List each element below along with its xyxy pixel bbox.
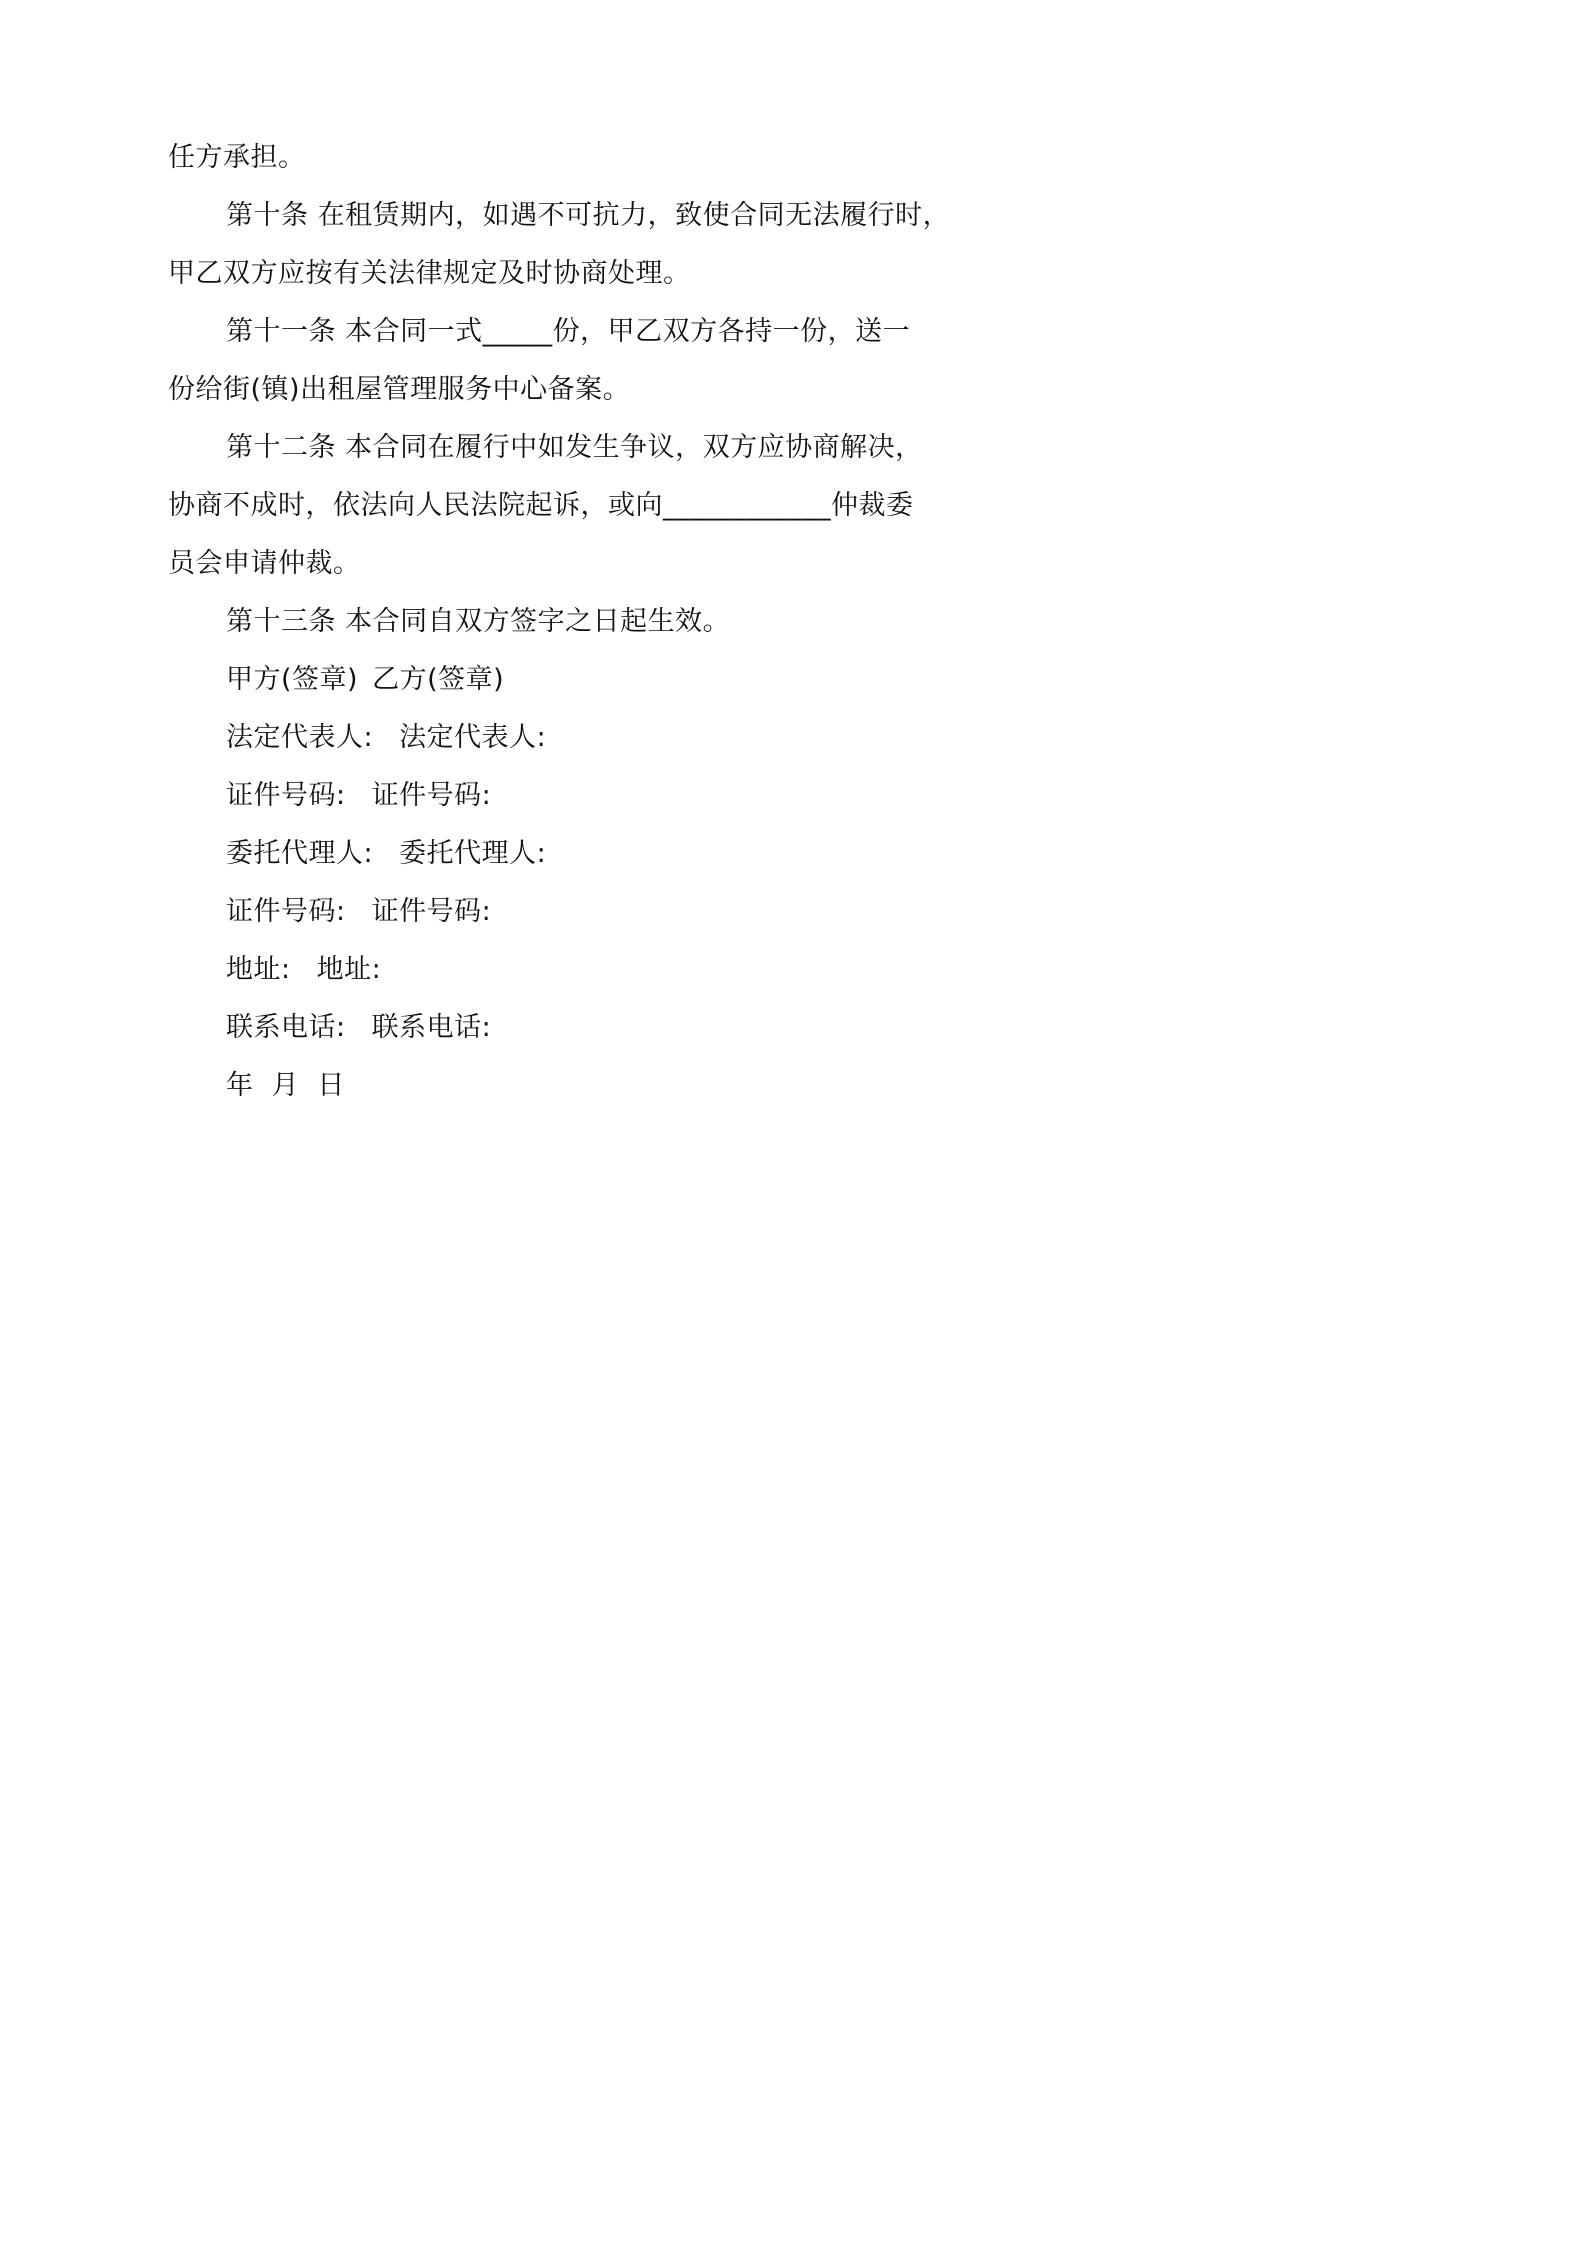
article-13: 第十三条 本合同自双方签字之日起生效。	[226, 606, 731, 637]
party-b-id-label: 证件号码:	[371, 780, 492, 811]
party-b-seal-label: 乙方(签章)	[372, 664, 505, 695]
party-a-address-label: 地址:	[226, 954, 291, 985]
party-b-phone-label: 联系电话:	[371, 1012, 492, 1043]
party-a-agent-id-label: 证件号码:	[226, 896, 346, 927]
id-number-row	[226, 778, 491, 814]
paragraph-line: 份给街(镇)出租屋管理服务中心备案。	[168, 374, 631, 405]
party-a-phone-label: 联系电话:	[226, 1012, 346, 1043]
document-page	[0, 0, 1103, 1561]
paragraph-line: 任方承担。	[168, 142, 306, 173]
phone-row	[226, 1010, 491, 1046]
paragraph-line: 甲乙双方应按有关法律规定及时协商处理。	[168, 258, 691, 289]
article-10: 第十条 在租赁期内，如遇不可抗力，致使合同无法履行时，	[226, 200, 951, 231]
party-b-legal-rep-label: 法定代表人:	[399, 722, 547, 753]
party-b-agent-id-label: 证件号码:	[371, 896, 492, 927]
party-a-seal-label: 甲方(签章)	[226, 664, 359, 695]
party-b-agent-label: 委托代理人:	[399, 838, 547, 869]
signature-party-row	[226, 662, 504, 698]
party-b-address-label: 地址:	[316, 954, 382, 985]
paragraph-line: 员会申请仲裁。	[168, 548, 361, 579]
article-11: 第十一条 本合同一式_____份，甲乙双方各持一份，送一	[226, 316, 911, 347]
party-a-legal-rep-label: 法定代表人:	[226, 722, 374, 753]
article-12: 第十二条 本合同在履行中如发生争议，双方应协商解决，	[226, 432, 923, 463]
date-line: 年 月 日	[226, 1070, 345, 1101]
party-a-agent-label: 委托代理人:	[226, 838, 374, 869]
agent-row	[226, 836, 546, 872]
address-row	[226, 952, 381, 988]
paragraph-line: 协商不成时，依法向人民法院起诉，或向____________仲裁委	[168, 490, 914, 521]
party-a-id-label: 证件号码:	[226, 780, 346, 811]
agent-id-number-row	[226, 894, 491, 930]
legal-rep-row	[226, 720, 546, 756]
